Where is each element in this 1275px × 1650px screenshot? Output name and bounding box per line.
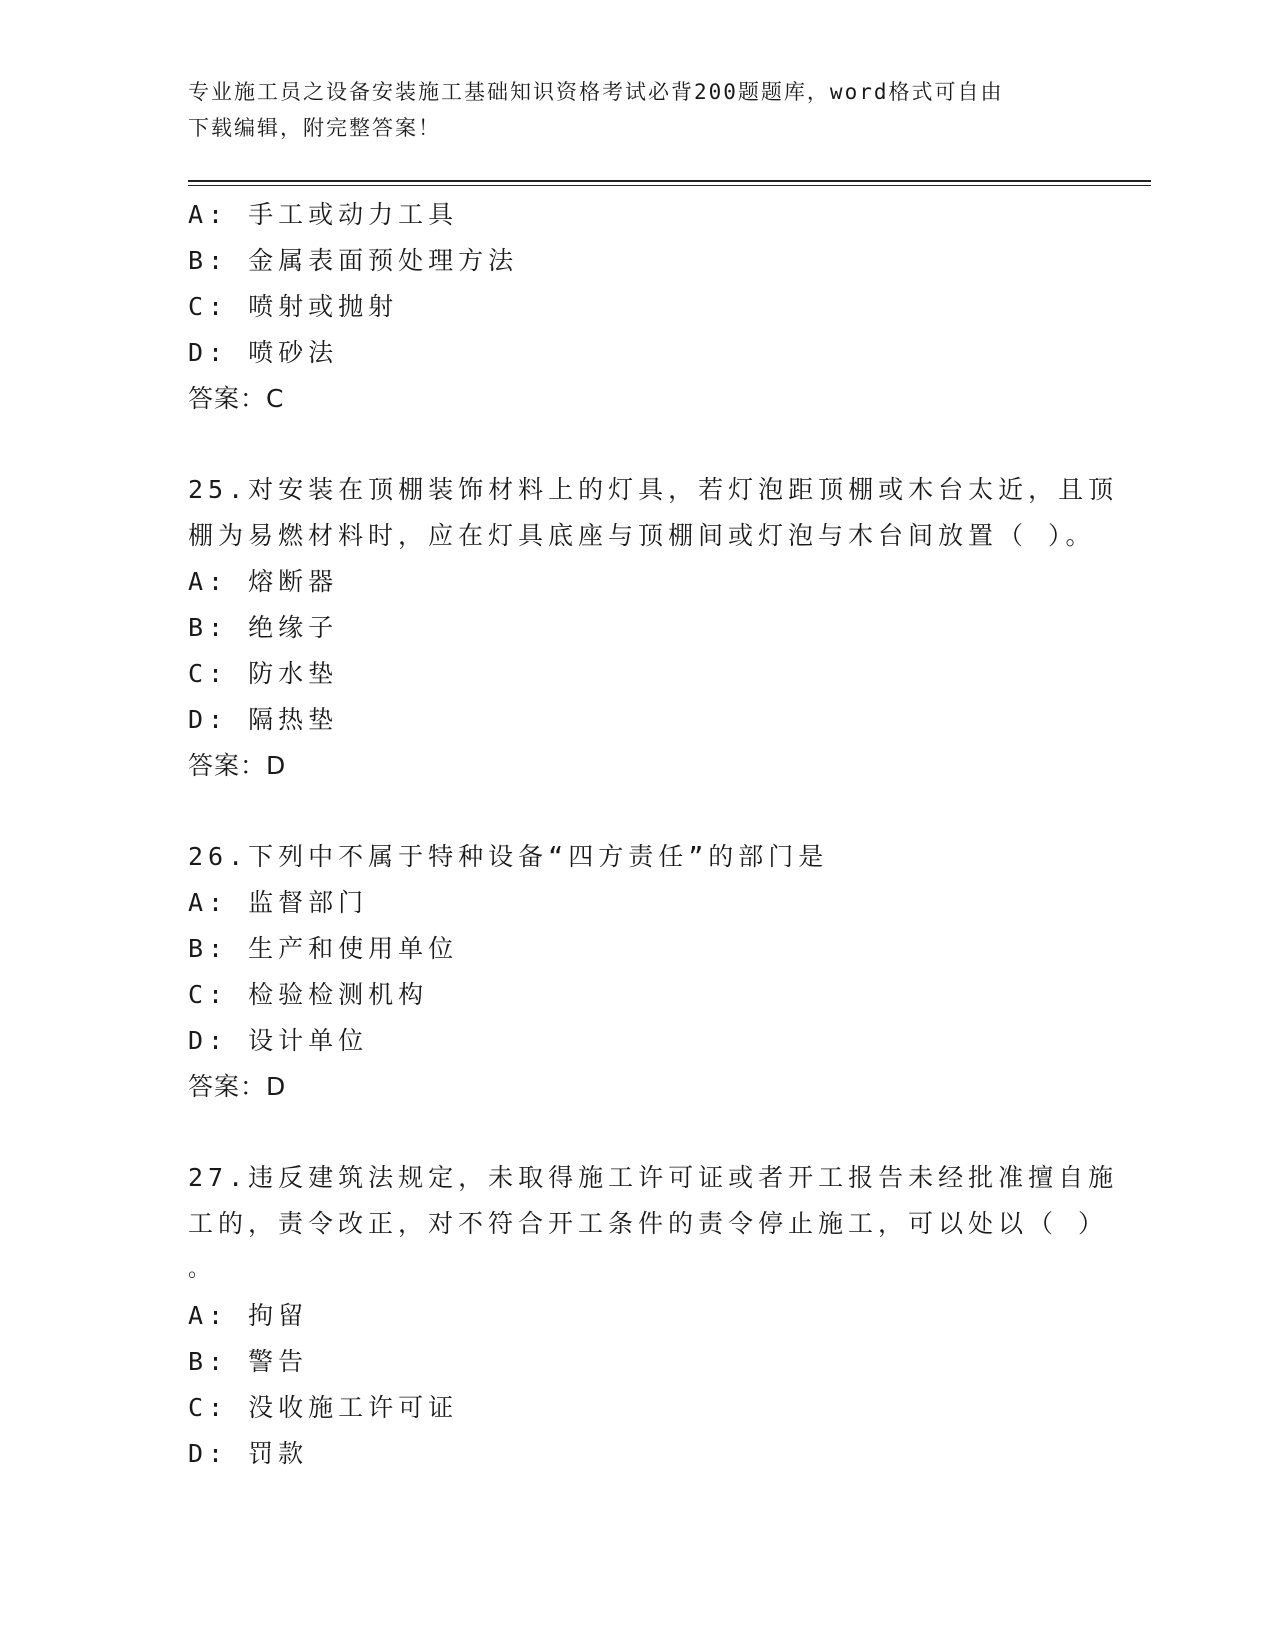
question-26 [188, 834, 1088, 1110]
option-b: B: 金属表面预处理方法 [188, 246, 519, 275]
option-b: B: 警告 [188, 1347, 309, 1376]
option-d: D: 喷砂法 [188, 338, 339, 367]
question-stem-line-1: 25.对安装在顶棚装饰材料上的灯具，若灯泡距顶棚或木台太近，且顶 [188, 475, 1119, 504]
question-27 [188, 1155, 1119, 1477]
header-divider-thin [188, 185, 1151, 186]
header-line-2: 下载编辑，附完整答案！ [188, 116, 441, 140]
answer: 答案：C [188, 384, 285, 413]
option-a: A: 手工或动力工具 [188, 200, 459, 229]
option-c: C: 防水垫 [188, 659, 339, 688]
question-stem-line-2: 工的，责令改正，对不符合开工条件的责令停止施工，可以处以（ ） [188, 1209, 1109, 1238]
header-divider [188, 180, 1151, 182]
question-stem-line-2: 棚为易燃材料时，应在灯具底座与顶棚间或灯泡与木台间放置（ ）。 [188, 521, 1096, 550]
question-stem-line-1: 27.违反建筑法规定，未取得施工许可证或者开工报告未经批准擅自施 [188, 1163, 1119, 1192]
option-a: A: 熔断器 [188, 567, 339, 596]
option-c: C: 喷射或抛射 [188, 292, 399, 321]
header-line-1: 专业施工员之设备安装施工基础知识资格考试必背200题题库，word格式可自由 [188, 80, 1004, 104]
answer: 答案：D [188, 751, 287, 780]
option-d: D: 设计单位 [188, 1026, 369, 1055]
option-c: C: 检验检测机构 [188, 980, 429, 1009]
option-b: B: 生产和使用单位 [188, 934, 459, 963]
question-list [188, 192, 1119, 1477]
option-c: C: 没收施工许可证 [188, 1393, 459, 1422]
option-b: B: 绝缘子 [188, 613, 339, 642]
option-a: A: 拘留 [188, 1301, 309, 1330]
question-25 [188, 467, 1119, 789]
option-a: A: 监督部门 [188, 888, 369, 917]
question-24 [188, 192, 1088, 422]
question-stem-line-3: 。 [188, 1257, 216, 1282]
document-header [188, 74, 1088, 146]
option-d: D: 罚款 [188, 1439, 309, 1468]
answer: 答案：D [188, 1072, 287, 1101]
question-stem-line-1: 26.下列中不属于特种设备“四方责任”的部门是 [188, 842, 829, 871]
option-d: D: 隔热垫 [188, 705, 339, 734]
